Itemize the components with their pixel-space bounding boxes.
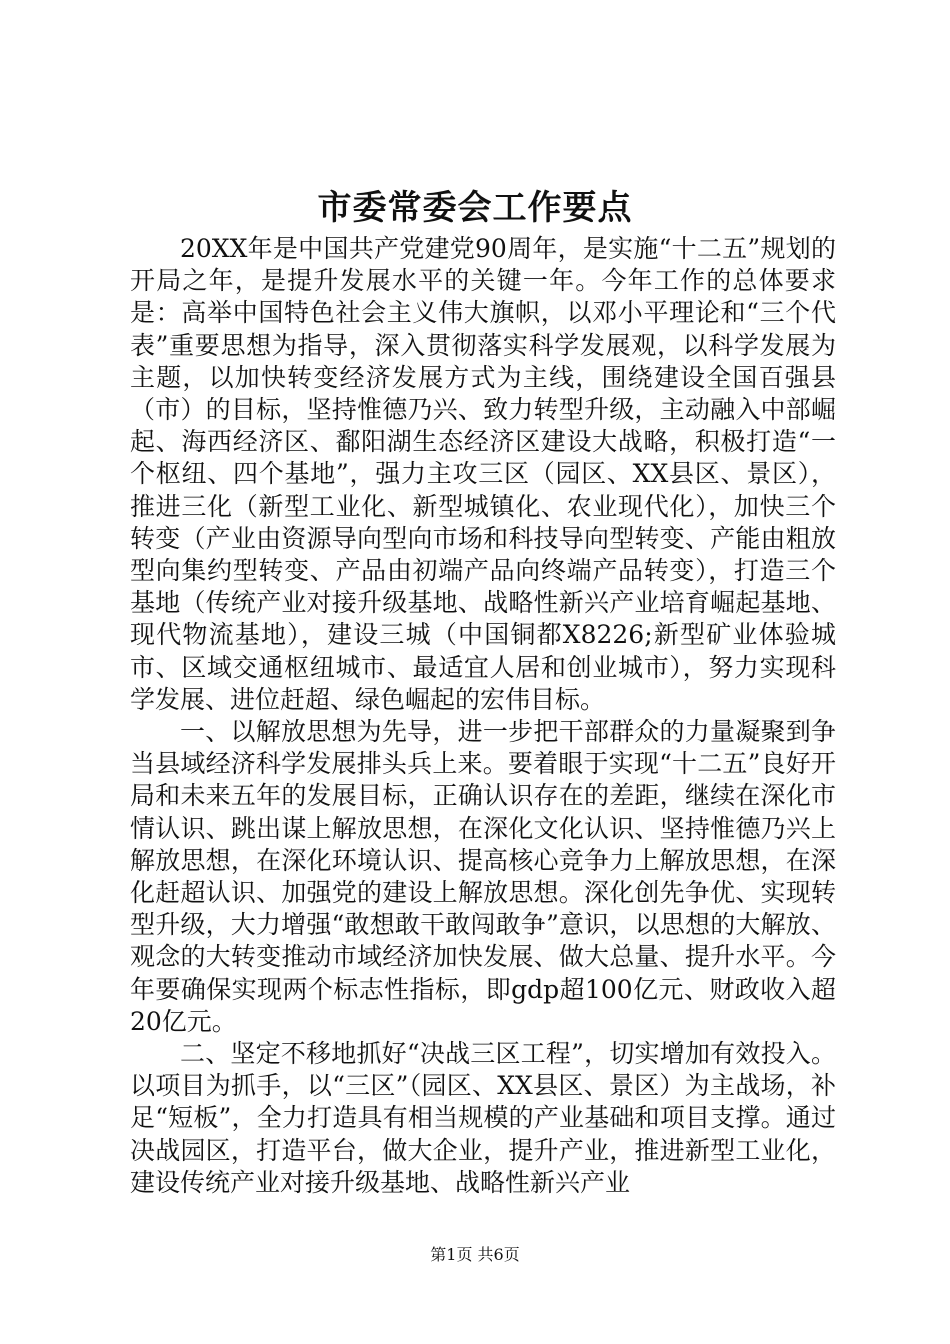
page-number-footer: 第1页 共6页 xyxy=(430,1245,520,1264)
paragraph-section-2: 二、坚定不移地抓好“决战三区工程”，切实增加有效投入。以项目为抓手，以“三区”（园区、XX县区、景区）为主战场，补足“短板”，全力打造具有相当规模的产业基础和项目支撑。通过决战园区，打造平台，做大企业，提升产业，推进新型工业化，建设传统产业对接升级基地、战略性新兴产业 xyxy=(130,1039,836,1197)
paragraph-intro: 20XX年是中国共产党建党90周年，是实施“十二五”规划的开局之年，是提升发展水平的关键一年。今年工作的总体要求是：高举中国特色社会主义伟大旗帜，以邓小平理论和“三个代表”重要思想为指导，深入贯彻落实科学发展观，以科学发展为主题，以加快转变经济发展方式为主线，围绕建设全国百强县（市）的目标，坚持惟德乃兴、致力转型升级，主动融入中部崛起、海西经济区、鄱阳湖生态经济区建设大战略，积极打造“一个枢纽、四个基地”，强力主攻三区（园区、XX县区、景区），推进三化（新型工业化、新型城镇化、农业现代化），加快三个转变（产业由资源导向型向市场和科技导向型转变、产能由粗放型向集约型转变、产品由初端产品向终端产品转变），打造三个基地（传统产业对接升级基地、战略性新兴产业培育崛起基地、现代物流基地），建设三城（中国铜都X8226;新型矿业体验城市、区域交通枢纽城市、最适宜人居和创业城市），努力实现科学发展、进位赶超、绿色崛起的宏伟目标。 xyxy=(130,234,836,714)
document-body xyxy=(130,233,836,1199)
paragraph-section-1: 一、以解放思想为先导，进一步把干部群众的力量凝聚到争当县域经济科学发展排头兵上来。要着眼于实现“十二五”良好开局和未来五年的发展目标，正确认识存在的差距，继续在深化市情认识、跳出谋上解放思想，在深化文化认识、坚持惟德乃兴上解放思想，在深化环境认识、提高核心竞争力上解放思想，在深化赶超认识、加强党的建设上解放思想。深化创先争优、实现转型升级，大力增强“敢想敢干敢闯敢争”意识，以思想的大解放、观念的大转变推动市域经济加快发展、做大总量、提升水平。今年要确保实现两个标志性指标，即gdp超100亿元、财政收入超20亿元。 xyxy=(130,717,836,1036)
document-title: 市委常委会工作要点 xyxy=(317,188,633,228)
